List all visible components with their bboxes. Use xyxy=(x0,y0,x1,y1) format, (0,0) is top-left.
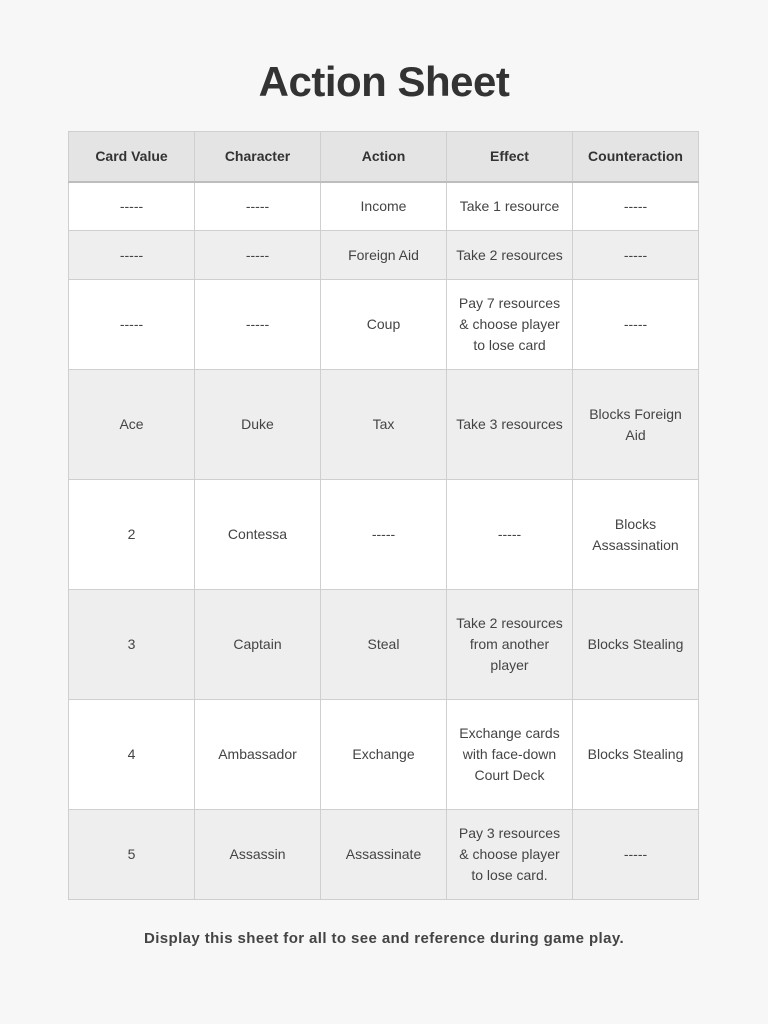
cell-effect: Take 2 resources xyxy=(447,231,573,280)
cell-character: Captain xyxy=(195,590,321,700)
cell-counteraction: Blocks Stealing xyxy=(573,700,699,810)
cell-character: ----- xyxy=(195,280,321,370)
action-table xyxy=(68,131,699,900)
cell-effect: Pay 7 resources & choose player to lose card xyxy=(447,280,573,370)
cell-counteraction: ----- xyxy=(573,280,699,370)
cell-action: ----- xyxy=(321,480,447,590)
cell-counteraction: ----- xyxy=(573,182,699,231)
table-header-row xyxy=(69,132,699,182)
cell-effect: Take 1 resource xyxy=(447,182,573,231)
cell-effect: Exchange cards with face-down Court Deck xyxy=(447,700,573,810)
cell-card-value: 2 xyxy=(69,480,195,590)
cell-character: ----- xyxy=(195,182,321,231)
cell-counteraction: Blocks Assassination xyxy=(573,480,699,590)
header-card-value: Card Value xyxy=(69,132,195,182)
cell-action: Assassinate xyxy=(321,810,447,900)
cell-character: Duke xyxy=(195,370,321,480)
cell-action: Coup xyxy=(321,280,447,370)
table-row xyxy=(69,700,699,810)
cell-action: Income xyxy=(321,182,447,231)
cell-card-value: 3 xyxy=(69,590,195,700)
cell-card-value: ----- xyxy=(69,182,195,231)
cell-action: Steal xyxy=(321,590,447,700)
cell-counteraction: ----- xyxy=(573,231,699,280)
table-row xyxy=(69,480,699,590)
table-row xyxy=(69,231,699,280)
cell-counteraction: Blocks Foreign Aid xyxy=(573,370,699,480)
table-row xyxy=(69,280,699,370)
cell-action: Tax xyxy=(321,370,447,480)
cell-effect: Take 3 resources xyxy=(447,370,573,480)
header-character: Character xyxy=(195,132,321,182)
header-counteraction: Counteraction xyxy=(573,132,699,182)
table-row xyxy=(69,370,699,480)
cell-effect: Pay 3 resources & choose player to lose card. xyxy=(447,810,573,900)
cell-character: Assassin xyxy=(195,810,321,900)
cell-card-value: ----- xyxy=(69,280,195,370)
cell-card-value: ----- xyxy=(69,231,195,280)
cell-effect: ----- xyxy=(447,480,573,590)
cell-character: Contessa xyxy=(195,480,321,590)
cell-action: Foreign Aid xyxy=(321,231,447,280)
cell-effect: Take 2 resources from another player xyxy=(447,590,573,700)
page-title: Action Sheet xyxy=(258,58,510,105)
cell-counteraction: ----- xyxy=(573,810,699,900)
header-action: Action xyxy=(321,132,447,182)
cell-character: ----- xyxy=(195,231,321,280)
cell-card-value: 4 xyxy=(69,700,195,810)
cell-card-value: Ace xyxy=(69,370,195,480)
cell-card-value: 5 xyxy=(69,810,195,900)
table-row xyxy=(69,590,699,700)
cell-character: Ambassador xyxy=(195,700,321,810)
cell-counteraction: Blocks Stealing xyxy=(573,590,699,700)
header-effect: Effect xyxy=(447,132,573,182)
table-row xyxy=(69,182,699,231)
footer-note: Display this sheet for all to see and reference during game play. xyxy=(143,930,625,947)
table-row xyxy=(69,810,699,900)
cell-action: Exchange xyxy=(321,700,447,810)
